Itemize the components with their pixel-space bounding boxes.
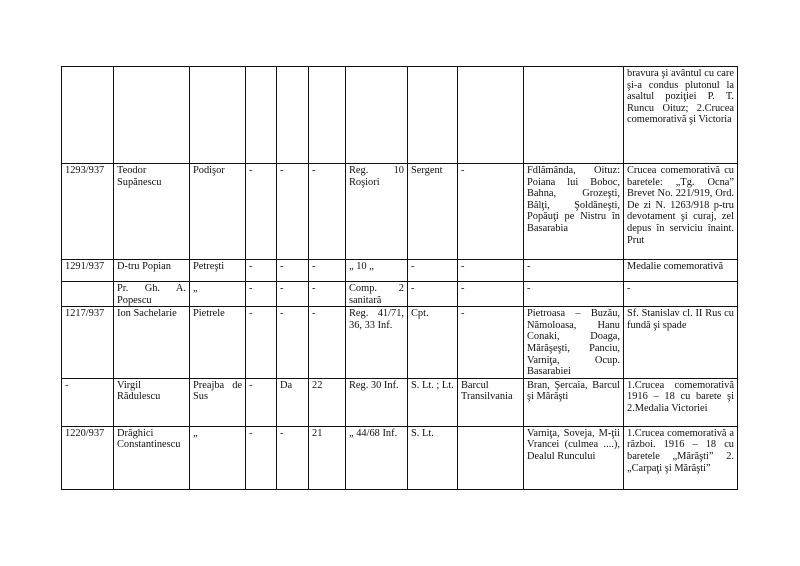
- cell-col-5: [277, 67, 309, 164]
- cell-rank: Sergent: [408, 164, 458, 260]
- cell-record-number: 1291/937: [62, 260, 114, 282]
- cell-unit: Comp. 2 sanitară: [346, 282, 408, 307]
- cell-person-name: Teodor Supănescu: [114, 164, 190, 260]
- cell-locality: „: [190, 426, 246, 489]
- cell-unit: Reg. 30 Inf.: [346, 378, 408, 426]
- cell-battles: -: [524, 260, 624, 282]
- cell-locality: Podişor: [190, 164, 246, 260]
- cell-person-name: [114, 67, 190, 164]
- cell-rank: Cpt.: [408, 307, 458, 379]
- cell-capture-place: -: [458, 307, 524, 379]
- table-row: [62, 67, 738, 164]
- cell-age: -: [309, 260, 346, 282]
- table-row: [62, 378, 738, 426]
- cell-col-4: -: [246, 378, 277, 426]
- cell-battles: [524, 67, 624, 164]
- cell-col-4: -: [246, 426, 277, 489]
- cell-record-number: [62, 67, 114, 164]
- table-row: [62, 307, 738, 379]
- cell-unit: Reg. 41/71, 36, 33 Inf.: [346, 307, 408, 379]
- cell-person-name: Pr. Gh. A. Popescu: [114, 282, 190, 307]
- veterans-table: [61, 66, 738, 490]
- cell-age: -: [309, 282, 346, 307]
- cell-capture-place: [458, 426, 524, 489]
- cell-unit: „ 44/68 Inf.: [346, 426, 408, 489]
- cell-decorations: Medalie comemorativă: [624, 260, 738, 282]
- cell-person-name: Drăghici Constantinescu: [114, 426, 190, 489]
- cell-unit: [346, 67, 408, 164]
- table-row: [62, 426, 738, 489]
- cell-decorations: -: [624, 282, 738, 307]
- cell-rank: S. Lt. ; Lt.: [408, 378, 458, 426]
- table-row: [62, 282, 738, 307]
- cell-person-name: D-tru Popian: [114, 260, 190, 282]
- cell-rank: -: [408, 282, 458, 307]
- cell-col-5: -: [277, 282, 309, 307]
- cell-record-number: -: [62, 378, 114, 426]
- cell-capture-place: [458, 67, 524, 164]
- cell-battles: Varniţa, Soveja, M-ţii Vrancei (culmea ....), Dealul Runcului: [524, 426, 624, 489]
- cell-col-5: Da: [277, 378, 309, 426]
- cell-locality: [190, 67, 246, 164]
- cell-col-5: -: [277, 307, 309, 379]
- cell-col-4: [246, 67, 277, 164]
- cell-record-number: 1293/937: [62, 164, 114, 260]
- cell-col-5: -: [277, 260, 309, 282]
- cell-capture-place: -: [458, 260, 524, 282]
- cell-age: -: [309, 307, 346, 379]
- cell-decorations: Sf. Stanislav cl. II Rus cu fundă şi spade: [624, 307, 738, 379]
- cell-rank: [408, 67, 458, 164]
- cell-age: 22: [309, 378, 346, 426]
- cell-col-4: -: [246, 282, 277, 307]
- cell-col-4: -: [246, 260, 277, 282]
- cell-decorations: 1.Crucea comemorativă a război. 1916 – 18 cu baretele „Mărăşti” 2. „Carpaţi şi Mărăşti”: [624, 426, 738, 489]
- cell-locality: „: [190, 282, 246, 307]
- cell-locality: Preajba de Sus: [190, 378, 246, 426]
- cell-locality: Pietrele: [190, 307, 246, 379]
- cell-rank: -: [408, 260, 458, 282]
- cell-battles: Pietroasa – Buzău, Nămoloasa, Hanu Conaki, Doaga, Mărăşeşti, Panciu, Varniţa, Ocup. Basarabiei: [524, 307, 624, 379]
- cell-col-4: -: [246, 164, 277, 260]
- cell-col-5: -: [277, 426, 309, 489]
- cell-battles: Bran, Şercaia, Barcul şi Mărăşti: [524, 378, 624, 426]
- cell-capture-place: -: [458, 164, 524, 260]
- cell-col-5: -: [277, 164, 309, 260]
- cell-capture-place: -: [458, 282, 524, 307]
- cell-decorations: 1.Crucea comemorativă 1916 – 18 cu barete şi 2.Medalia Victoriei: [624, 378, 738, 426]
- cell-decorations: Crucea comemorativă cu baretele: „Tg. Ocna” Brevet No. 221/919, Ord. De zi N. 1263/918 p-tru devotament şi curaj, zel depus în serviciu înaint. Prut: [624, 164, 738, 260]
- cell-unit: Reg. 10 Roşiori: [346, 164, 408, 260]
- cell-rank: S. Lt.: [408, 426, 458, 489]
- cell-capture-place: Barcul Transilvania: [458, 378, 524, 426]
- cell-col-4: -: [246, 307, 277, 379]
- cell-locality: Petreşti: [190, 260, 246, 282]
- cell-age: -: [309, 164, 346, 260]
- cell-record-number: [62, 282, 114, 307]
- cell-battles: Fdlămânda, Oituz: Poiana lui Boboc, Bahna, Grozeşti, Bălţi, Şoldăneşti, Popăuţi pe Nistru în Basarabia: [524, 164, 624, 260]
- cell-battles: -: [524, 282, 624, 307]
- table-row: [62, 164, 738, 260]
- cell-age: 21: [309, 426, 346, 489]
- table-row: [62, 260, 738, 282]
- cell-record-number: 1220/937: [62, 426, 114, 489]
- cell-unit: „ 10 „: [346, 260, 408, 282]
- cell-person-name: Ion Sachelarie: [114, 307, 190, 379]
- cell-decorations: bravura şi avântul cu care şi-a condus plutonul la asaltul poziţiei P. T. Runcu Oituz; 2.Crucea comemorativă şi Victoria: [624, 67, 738, 164]
- cell-person-name: Virgil Rădulescu: [114, 378, 190, 426]
- cell-age: [309, 67, 346, 164]
- cell-record-number: 1217/937: [62, 307, 114, 379]
